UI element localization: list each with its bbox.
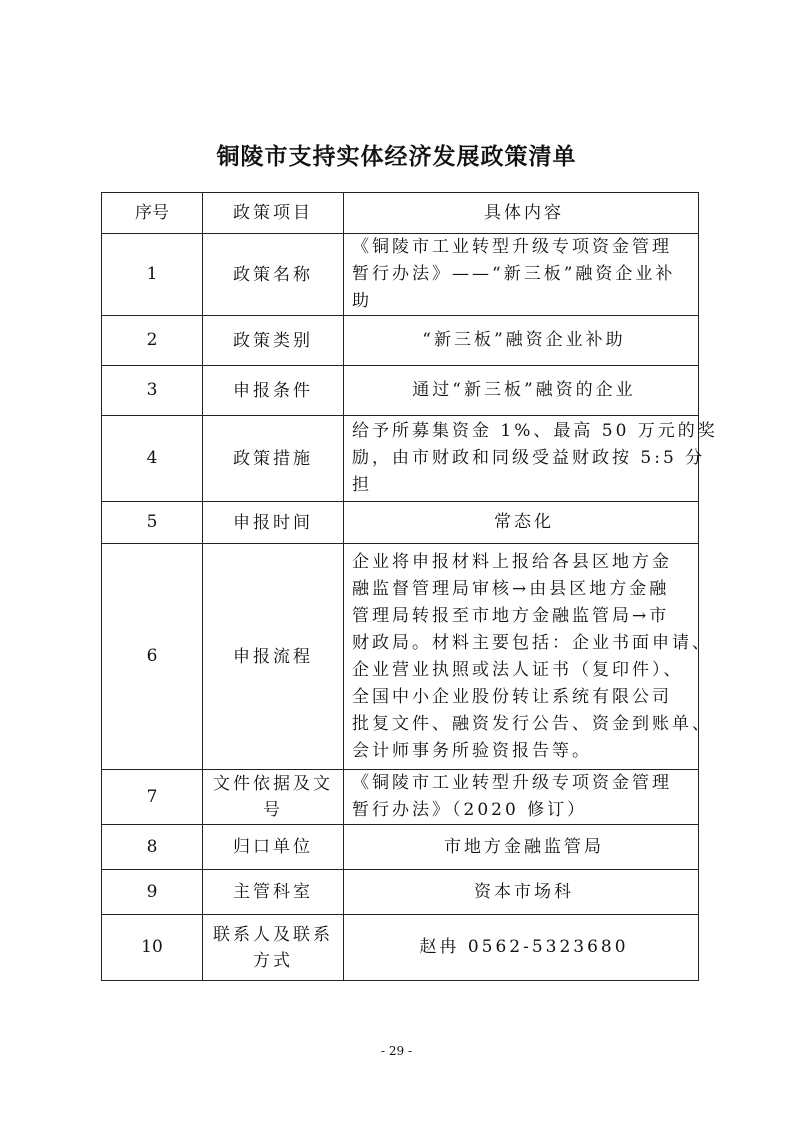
header-content: 具体内容	[344, 193, 699, 234]
policy-item-line: 申报流程	[233, 646, 313, 667]
row-number: 4	[102, 416, 203, 502]
policy-content-line: 融监督管理局审核→由县区地方金融	[352, 578, 670, 599]
policy-content	[344, 234, 699, 316]
policy-content-line: 暂行办法》——“新三板”融资企业补	[352, 264, 676, 284]
policy-content	[344, 544, 712, 770]
policy-item	[203, 825, 344, 870]
policy-item-line: 归口单位	[233, 837, 313, 857]
policy-content-line: 给予所募集资金 1%、最高 50 万元的奖	[352, 421, 718, 441]
policy-item-line: 主管科室	[233, 882, 313, 902]
table-row	[102, 502, 699, 544]
policy-content	[344, 316, 699, 366]
page-title: 铜陵市支持实体经济发展政策清单	[216, 144, 577, 170]
table-row	[102, 915, 699, 981]
policy-item	[203, 870, 344, 915]
row-number: 7	[102, 770, 203, 825]
header-no: 序号	[102, 193, 203, 234]
policy-content-line: 资本市场科	[474, 881, 574, 902]
policy-content-line: 常态化	[494, 512, 554, 532]
policy-content	[344, 915, 699, 981]
table-row	[102, 544, 699, 770]
policy-item-line: 政策类别	[233, 330, 313, 351]
policy-content-line: 全国中小企业股份转让系统有限公司	[352, 686, 672, 707]
table-row	[102, 416, 699, 502]
policy-content-line: “新三板”融资企业补助	[422, 330, 626, 350]
policy-content-line: 通过“新三板”融资的企业	[412, 380, 636, 400]
policy-item-line: 联系人及联系	[213, 924, 333, 945]
table-row	[102, 770, 699, 825]
policy-item	[203, 416, 344, 502]
policy-item	[203, 915, 344, 981]
policy-content-line: 市地方金融监管局	[444, 836, 604, 857]
row-number: 5	[102, 502, 203, 544]
row-number: 3	[102, 366, 203, 416]
policy-content	[344, 502, 699, 544]
policy-item	[203, 366, 344, 416]
policy-content	[344, 366, 699, 416]
policy-content	[344, 870, 699, 915]
table-row	[102, 366, 699, 416]
policy-item	[203, 544, 344, 770]
policy-item-line: 文件依据及文	[213, 774, 333, 794]
policy-content-line: 财政局。材料主要包括：企业书面申请、	[352, 632, 712, 653]
policy-content-line: 《铜陵市工业转型升级专项资金管理	[352, 237, 672, 257]
policy-item-line: 申报条件	[233, 380, 313, 401]
policy-content-line: 《铜陵市工业转型升级专项资金管理	[352, 773, 672, 793]
policy-item-line: 政策措施	[233, 448, 313, 469]
policy-item	[203, 770, 344, 825]
policy-content-line: 助	[352, 291, 372, 311]
table-row	[102, 234, 699, 316]
row-number: 9	[102, 870, 203, 915]
policy-content-line: 赵冉 0562-5323680	[419, 937, 629, 957]
policy-item	[203, 316, 344, 366]
policy-content-line: 担	[352, 475, 372, 495]
row-number: 6	[102, 544, 203, 770]
table-row	[102, 870, 699, 915]
table-row	[102, 316, 699, 366]
policy-item-line: 政策名称	[233, 264, 313, 285]
policy-content-line: 会计师事务所验资报告等。	[352, 740, 592, 761]
policy-content-line: 批复文件、融资发行公告、资金到账单、	[352, 713, 712, 734]
header-item: 政策项目	[203, 193, 344, 234]
policy-content-line: 管理局转报至市地方金融监管局→市	[352, 605, 670, 626]
policy-item-line: 号	[263, 800, 283, 820]
policy-content	[344, 770, 699, 825]
policy-content-line: 企业营业执照或法人证书（复印件）、	[352, 659, 684, 680]
row-number: 2	[102, 316, 203, 366]
policy-item-line: 申报时间	[233, 512, 313, 533]
row-number: 8	[102, 825, 203, 870]
policy-content	[344, 416, 718, 502]
policy-table	[101, 192, 718, 981]
policy-content-line: 暂行办法》（2020 修订）	[352, 800, 588, 820]
policy-item	[203, 234, 344, 316]
policy-content-line: 励，由市财政和同级受益财政按 5:5 分	[352, 448, 706, 468]
row-number: 10	[102, 915, 203, 981]
policy-content	[344, 825, 699, 870]
table-row	[102, 825, 699, 870]
policy-content-line: 企业将申报材料上报给各县区地方金	[352, 551, 672, 572]
policy-item	[203, 502, 344, 544]
page-number: - 29 -	[380, 1044, 412, 1058]
table-header-row	[102, 193, 699, 234]
row-number: 1	[102, 234, 203, 316]
policy-item-line: 方式	[253, 950, 293, 971]
